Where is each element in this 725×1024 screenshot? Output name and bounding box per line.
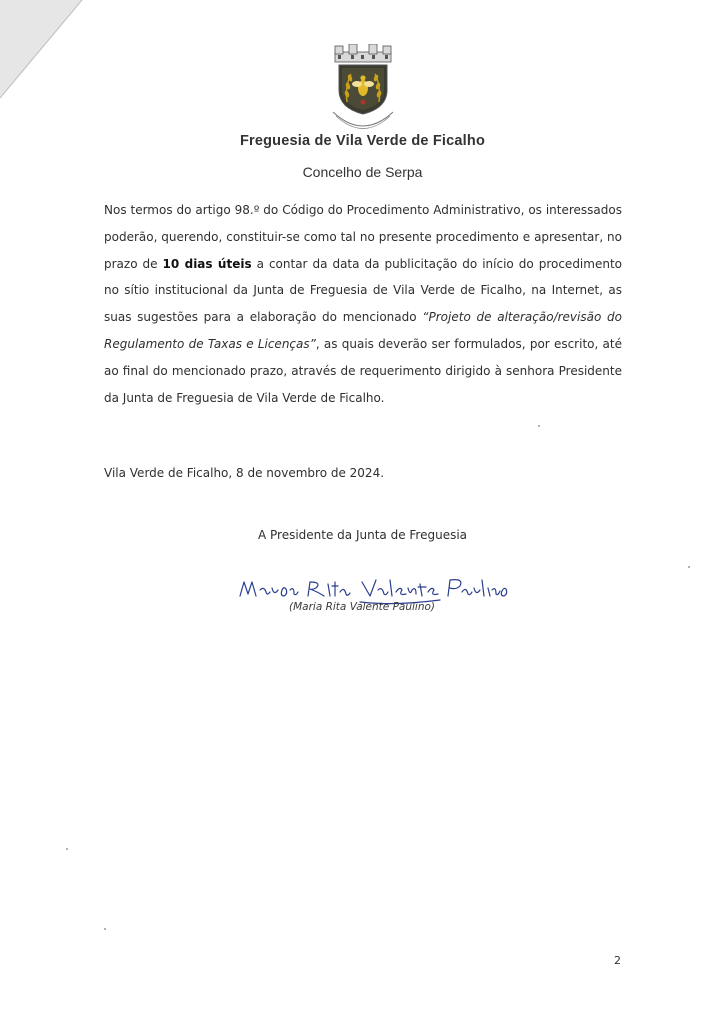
scan-speck <box>104 928 106 930</box>
organization-title: Freguesia de Vila Verde de Ficalho <box>239 133 486 149</box>
project-title: “Projeto de alteração/revisão do Regulamento de Taxas e Licenças” <box>104 310 622 351</box>
scan-corner-fold <box>0 0 90 100</box>
scan-speck <box>538 425 540 427</box>
scan-speck <box>688 566 690 568</box>
organization-subtitle: Concelho de Serpa <box>302 164 423 180</box>
notice-text-part-2: a contar da data da publicitação do início do procedimento no sítio institucional da Junta de Freguesia de Vila Verde de Ficalho, na Internet, as suas sugestões para a elaboração do mencionado <box>104 256 622 325</box>
deadline-emphasis: 10 dias úteis <box>162 256 252 271</box>
notice-text-part-1: Nos termos do artigo 98.º do Código do Procedimento Administrativo, os interessados poderão, querendo, constituir-se como tal no presente procedimento e apresentar, no prazo de <box>104 203 622 271</box>
notice-text-part-3: , as quais deverão ser formulados, por escrito, até ao final do mencionado prazo, através de requerimento dirigido à senhora Presidente da Junta de Freguesia de Vila Verde de Ficalho. <box>104 336 622 405</box>
signer-name: (Maria Rita Valente Paulino) <box>289 601 436 613</box>
signer-role: A Presidente da Junta de Freguesia <box>257 528 468 542</box>
notice-body <box>104 197 622 411</box>
coat-of-arms-icon <box>327 44 399 134</box>
page-number: 2 <box>614 954 621 967</box>
place-and-date: Vila Verde de Ficalho, 8 de novembro de 2024. <box>104 466 385 480</box>
scan-speck <box>66 848 68 850</box>
